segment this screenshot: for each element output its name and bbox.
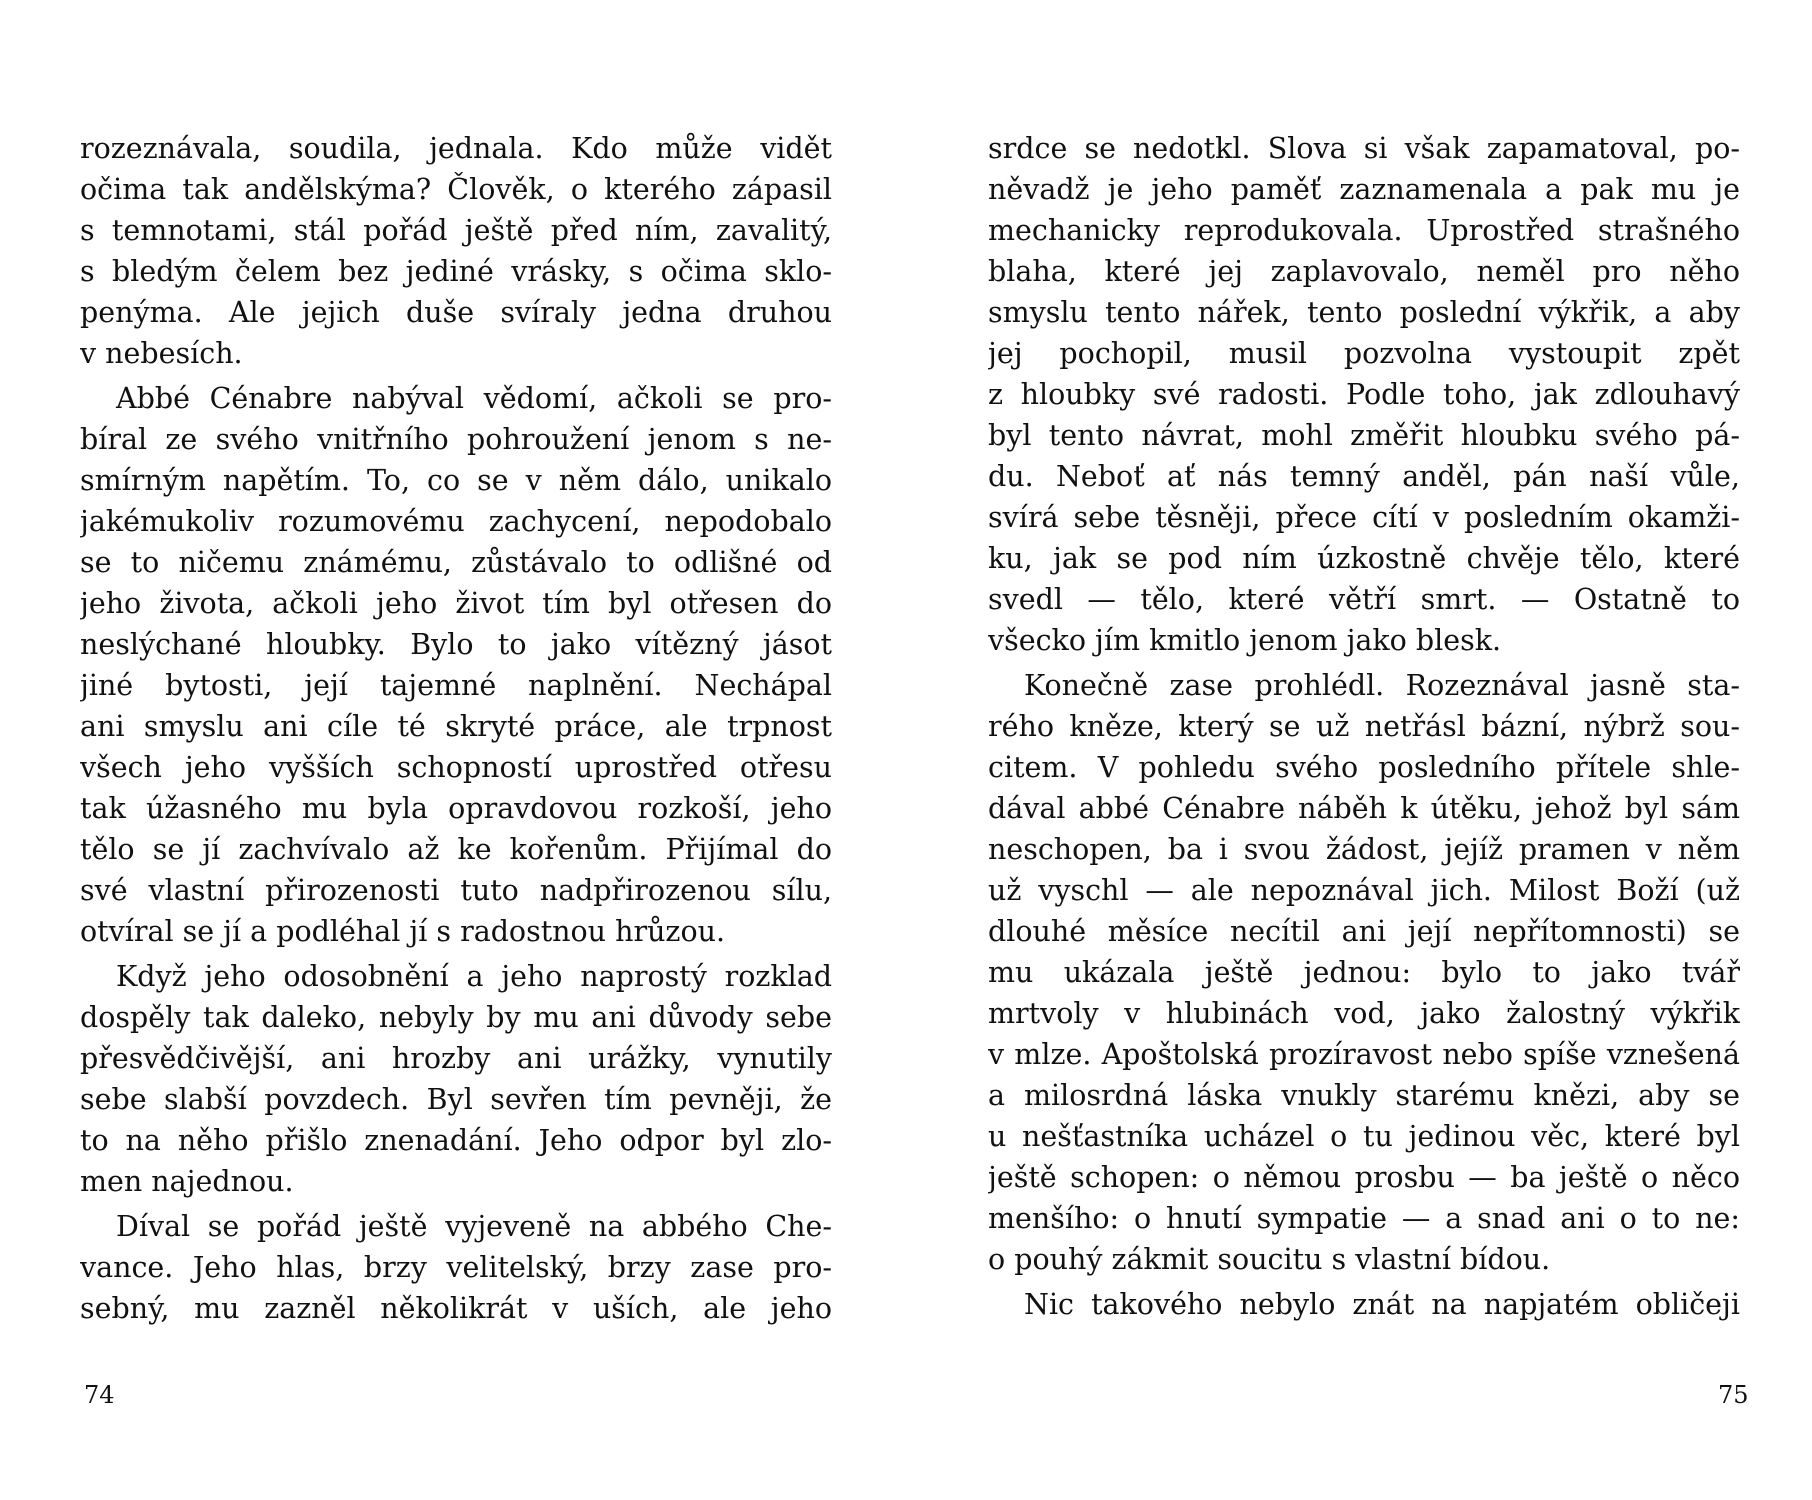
text-line: ani smyslu ani cíle té skryté práce, ale trpnost — [80, 710, 832, 743]
text-line: menšího: o hnutí sympatie — a snad ani o to ne: — [988, 1202, 1740, 1235]
text-line: Nic takového nebylo znát na napjatém obličeji — [1024, 1288, 1740, 1321]
text-line: neslýchané hloubky. Bylo to jako vítězný jásot — [80, 628, 832, 661]
text-line: citem. V pohledu svého posledního přítele shle- — [988, 751, 1740, 784]
text-line: otvíral se jí a podléhal jí s radostnou hrůzou. — [80, 915, 726, 948]
text-line: ku, jak se pod ním úzkostně chvěje tělo, které — [988, 542, 1740, 575]
text-line: v nebesích. — [80, 337, 243, 370]
right-page — [906, 0, 1812, 1500]
right-page-number: 75 — [1718, 1381, 1749, 1409]
text-line: svírá sebe těsněji, přece cítí v posledním okamži- — [988, 501, 1740, 534]
text-line: a milosrdná láska vnukly starému knězi, aby se — [988, 1079, 1740, 1112]
text-line: jakémukoliv rozumovému zachycení, nepodobalo — [80, 505, 832, 538]
text-line: mu ukázala ještě jednou: bylo to jako tvář — [988, 956, 1740, 989]
text-line: Díval se pořád ještě vyjeveně na abbého Che- — [116, 1210, 832, 1243]
text-line: všecko jím kmitlo jenom jako blesk. — [988, 624, 1502, 657]
text-line: to na něho přišlo znenadání. Jeho odpor byl zlo- — [80, 1124, 832, 1157]
text-line: rozeznávala, soudila, jednala. Kdo může vidět — [80, 132, 832, 165]
text-line: dospěly tak daleko, nebyly by mu ani důvody sebe — [80, 1001, 832, 1034]
text-line: jeho života, ačkoli jeho život tím byl otřesen do — [80, 587, 832, 620]
text-line: penýma. Ale jejich duše svíraly jedna druhou — [80, 296, 832, 329]
text-line: se to ničemu známému, zůstávalo to odlišné od — [80, 546, 832, 579]
text-line: bíral ze svého vnitřního pohroužení jenom s ne- — [80, 423, 832, 456]
text-line: jej pochopil, musil pozvolna vystoupit zpět — [988, 337, 1740, 370]
text-line: něvadž je jeho paměť zaznamenala a pak mu je — [988, 173, 1740, 206]
text-line: z hloubky své radosti. Podle toho, jak zdlouhavý — [988, 378, 1740, 411]
right-page-text — [988, 128, 1740, 1325]
text-line: neschopen, ba i svou žádost, jejíž pramen v něm — [988, 833, 1740, 866]
text-line: byl tento návrat, mohl změřit hloubku svého pá- — [988, 419, 1740, 452]
text-line: mrtvoly v hlubinách vod, jako žalostný výkřik — [988, 997, 1740, 1030]
text-line: všech jeho vyšších schopností uprostřed otřesu — [80, 751, 832, 784]
text-line: Konečně zase prohlédl. Rozeznával jasně sta- — [1024, 669, 1740, 702]
text-line: s temnotami, stál pořád ještě před ním, zavalitý, — [80, 214, 832, 247]
text-line: přesvědčivější, ani hrozby ani urážky, vynutily — [80, 1042, 832, 1075]
left-page-number: 74 — [84, 1381, 115, 1409]
text-line: s bledým čelem bez jediné vrásky, s očima sklo- — [80, 255, 832, 288]
text-line: sebe slabší povzdech. Byl sevřen tím pevněji, že — [80, 1083, 832, 1116]
text-line: srdce se nedotkl. Slova si však zapamatoval, po- — [988, 132, 1740, 165]
text-line: Abbé Cénabre nabýval vědomí, ačkoli se pro- — [116, 382, 832, 415]
text-line: o pouhý zákmit soucitu s vlastní bídou. — [988, 1243, 1551, 1276]
text-line: rého kněze, který se už netřásl bázní, nýbrž sou- — [988, 710, 1740, 743]
text-line: dával abbé Cénabre náběh k útěku, jehož byl sám — [988, 792, 1740, 825]
text-line: ještě schopen: o němou prosbu — ba ještě o něco — [988, 1161, 1740, 1194]
text-line: Když jeho odosobnění a jeho naprostý rozklad — [116, 960, 832, 993]
text-line: vance. Jeho hlas, brzy velitelský, brzy zase pro- — [80, 1251, 832, 1284]
text-line: blaha, které jej zaplavovalo, neměl pro něho — [988, 255, 1740, 288]
text-line: v mlze. Apoštolská prozíravost nebo spíše vznešená — [988, 1038, 1740, 1071]
text-line: jiné bytosti, její tajemné naplnění. Nechápal — [80, 669, 832, 702]
text-line: tělo se jí zachvívalo až ke kořenům. Přijímal do — [80, 833, 832, 866]
text-line: men najednou. — [80, 1165, 294, 1198]
text-line: smírným napětím. To, co se v něm dálo, unikalo — [80, 464, 832, 497]
text-line: svedl — tělo, které větří smrt. — Ostatně to — [988, 583, 1740, 616]
text-line: očima tak andělskýma? Člověk, o kterého zápasil — [80, 173, 832, 206]
text-line: tak úžasného mu byla opravdovou rozkoší, jeho — [80, 792, 832, 825]
text-line: dlouhé měsíce necítil ani její nepřítomnosti) se — [988, 915, 1740, 948]
text-line: své vlastní přirozenosti tuto nadpřirozenou sílu, — [80, 874, 832, 907]
text-line: mechanicky reprodukovala. Uprostřed strašného — [988, 214, 1740, 247]
text-line: u nešťastníka ucházel o tu jedinou věc, které byl — [988, 1120, 1740, 1153]
text-line: smyslu tento nářek, tento poslední výkřik, a aby — [988, 296, 1740, 329]
text-line: sebný, mu zazněl několikrát v uších, ale jeho — [80, 1292, 832, 1325]
text-line: už vyschl — ale nepoznával jich. Milost Boží (už — [988, 874, 1740, 907]
left-page-text — [80, 128, 832, 1329]
text-line: du. Neboť ať nás temný anděl, pán naší vůle, — [988, 460, 1740, 493]
